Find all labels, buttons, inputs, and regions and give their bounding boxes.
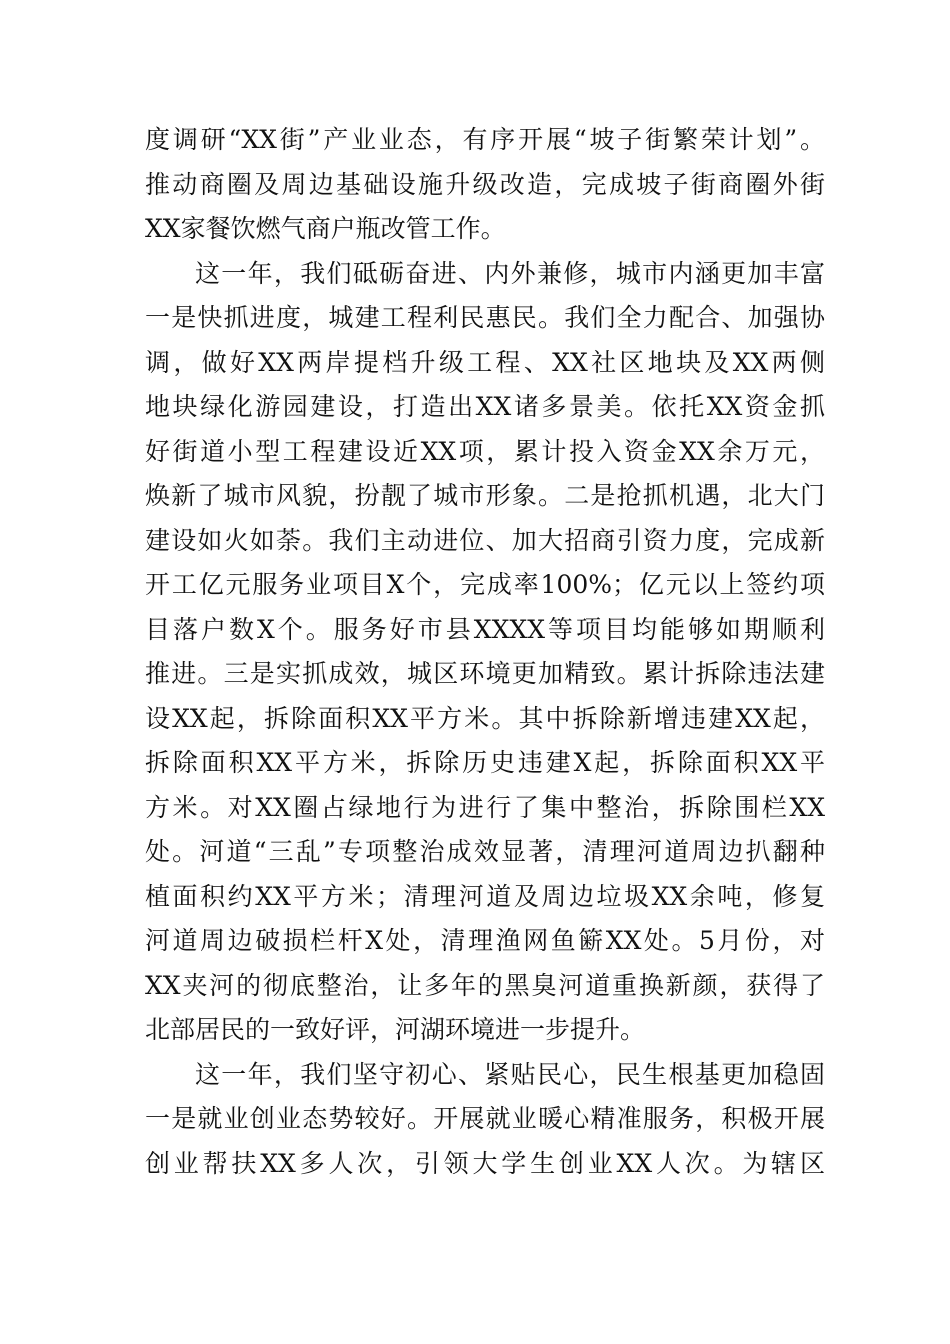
text-line: 焕新了城市风貌，扮靓了城市形象。二是抢抓机遇，北大门 [145, 481, 825, 510]
text-line: 开工亿元服务业项目X个，完成率100%；亿元以上签约项 [145, 570, 825, 599]
text-line: 北部居民的一致好评，河湖环境进一步提升。 [145, 1015, 646, 1044]
text-line: 一是就业创业态势较好。开展就业暖心精准服务，积极开展 [145, 1104, 825, 1133]
text-line: 度调研“XX街”产业业态，有序开展“坡子街繁荣计划”。 [145, 125, 825, 154]
text-line: 调，做好XX两岸提档升级工程、XX社区地块及XX两侧 [145, 347, 825, 377]
text-line: 一是快抓进度，城建工程利民惠民。我们全力配合、加强协 [145, 303, 825, 332]
text-line: 建设如火如荼。我们主动进位、加大招商引资力度，完成新 [145, 525, 825, 555]
text-line: 设XX起，拆除面积XX平方米。其中拆除新增违建XX起， [145, 703, 825, 733]
text-line: 植面积约XX平方米；清理河道及周边垃圾XX余吨，修复 [145, 881, 825, 911]
text-line: 河道周边破损栏杆X处，清理渔网鱼簖XX处。5月份，对 [145, 926, 825, 955]
text-line: 处。河道“三乱”专项整治成效显著，清理河道周边扒翻种 [145, 837, 825, 866]
text-line: 推进。三是实抓成效，城区环境更加精致。累计拆除违法建 [145, 659, 825, 688]
text-line: XX家餐饮燃气商户瓶改管工作。 [145, 214, 506, 243]
text-line: 目落户数X个。服务好市县XXXX等项目均能够如期顺利 [145, 614, 825, 644]
text-line: 推动商圈及周边基础设施升级改造，完成坡子街商圈外街 [145, 169, 825, 199]
text-line: 方米。对XX圈占绿地行为进行了集中整治，拆除围栏XX [145, 792, 825, 822]
document-body [145, 118, 825, 1186]
text-line: 这一年，我们坚守初心、紧贴民心，民生根基更加稳固 [195, 1059, 825, 1089]
text-line: 创业帮扶XX多人次，引领大学生创业XX人次。为辖区 [145, 1148, 825, 1178]
text-line: 这一年，我们砥砺奋进、内外兼修，城市内涵更加丰富 [195, 258, 825, 288]
text-line: XX夹河的彻底整治，让多年的黑臭河道重换新颜，获得了 [145, 970, 825, 1000]
text-line: 好街道小型工程建设近XX项，累计投入资金XX余万元， [145, 436, 825, 466]
text-line: 拆除面积XX平方米，拆除历史违建X起，拆除面积XX平 [145, 748, 825, 777]
text-line: 地块绿化游园建设，打造出XX诸多景美。依托XX资金抓 [145, 392, 825, 421]
